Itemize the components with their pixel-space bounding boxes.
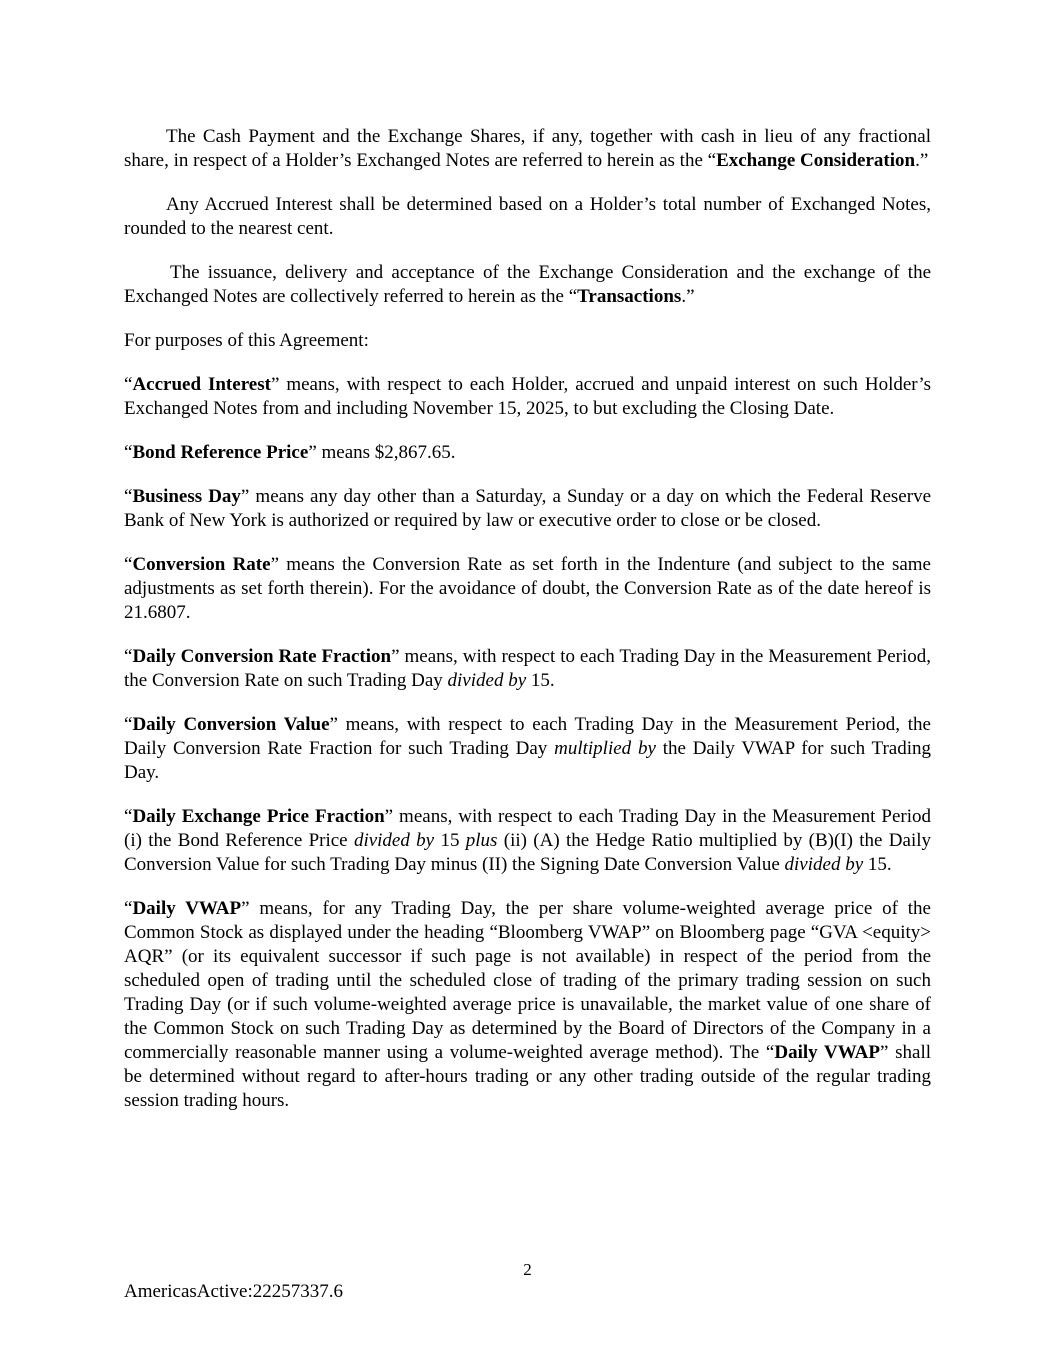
- emphasis-text: divided by: [447, 670, 527, 691]
- text-run: “: [124, 898, 133, 919]
- page-number: 2: [523, 1260, 532, 1279]
- text-run: 15.: [863, 854, 892, 875]
- text-run: The Cash Payment and the Exchange Shares, if any, together with cash in lieu of any fractional share, in respect of a Holder’s Exchanged Notes are referred to herein as the “: [124, 126, 931, 171]
- defined-term: Transactions: [577, 286, 682, 307]
- text-run: “: [124, 486, 133, 507]
- definition-daily-conversion-value: [124, 713, 931, 785]
- emphasis-text: plus: [465, 830, 498, 851]
- text-run: .”: [915, 150, 929, 171]
- defined-term: Exchange Consideration: [716, 150, 916, 171]
- text-run: (ii) (A) the Hedge Ratio multiplied by (B)(I) the Daily Conversion Value for such Trading Day minus (II) the Signing Date Conversion Value: [124, 830, 932, 875]
- definition-conversion-rate: [124, 553, 931, 625]
- definition-daily-conversion-rate-fraction: [124, 645, 931, 693]
- text-run: ” means any day other than a Saturday, a Sunday or a day on which the Federal Reserve Bank of New York is authorized or required by law or executive order to close or be closed.: [124, 486, 931, 531]
- defined-term: Accrued Interest: [132, 374, 271, 395]
- defined-term: Business Day: [132, 486, 241, 507]
- text-run: 15.: [526, 670, 555, 691]
- emphasis-text: divided by: [353, 830, 435, 851]
- definition-daily-vwap: [124, 897, 931, 1113]
- definition-accrued-interest: [124, 373, 931, 421]
- text-run: “: [124, 554, 133, 575]
- accrued-interest-note-paragraph: [124, 193, 931, 241]
- text-run: .”: [681, 286, 695, 307]
- text-run: the Daily VWAP for such Trading Day.: [124, 738, 931, 783]
- emphasis-text: multiplied by: [554, 738, 656, 759]
- defined-term: Daily Conversion Value: [132, 714, 330, 735]
- document-body: [124, 125, 931, 1133]
- definition-business-day: [124, 485, 931, 533]
- defined-term: Bond Reference Price: [132, 442, 309, 463]
- defined-term: Conversion Rate: [132, 554, 271, 575]
- text-run: “: [124, 646, 133, 667]
- text-run: ” means $2,867.65.: [308, 442, 456, 463]
- text-run: “: [124, 806, 133, 827]
- text-run: ” shall be determined without regard to after-hours trading or any other trading outside of the regular trading session trading hours.: [124, 1042, 931, 1111]
- document-footer-id: AmericasActive:22257337.6: [124, 1281, 343, 1302]
- text-run: ” means, for any Trading Day, the per share volume-weighted average price of the Common Stock as displayed under the heading “Bloomberg VWAP” on Bloomberg page “GVA <equity> AQR” (or its equivalent successor if such page is not available) in respect of the period from the scheduled open of trading until the scheduled close of trading of the primary trading session on such Trading Day (or if such volume-weighted average price is unavailable, the market value of one share of the Common Stock on such Trading Day as determined by the Board of Directors of the Company in a commercially reasonable manner using a volume-weighted average method). The “: [124, 898, 931, 1063]
- definition-bond-reference-price: [124, 441, 931, 465]
- purposes-intro-paragraph: [124, 329, 931, 353]
- text-run: ” means, with respect to each Trading Day in the Measurement Period, the Conversion Rate on such Trading Day: [124, 646, 931, 691]
- defined-term: Daily Conversion Rate Fraction: [132, 646, 392, 667]
- text-run: ” means, with respect to each Holder, accrued and unpaid interest on such Holder’s Exchanged Notes from and including November 15, 2025, to but excluding the Closing Date.: [124, 374, 931, 419]
- text-run: 15: [434, 830, 466, 851]
- text-run: ” means, with respect to each Trading Day in the Measurement Period (i) the Bond Reference Price: [124, 806, 932, 851]
- text-run: “: [124, 374, 133, 395]
- text-run: Any Accrued Interest shall be determined based on a Holder’s total number of Exchanged Notes, rounded to the nearest cent.: [124, 194, 931, 239]
- defined-term: Daily VWAP: [132, 898, 242, 919]
- text-run: The issuance, delivery and acceptance of the Exchange Consideration and the exchange of the Exchanged Notes are collectively referred to herein as the “: [124, 262, 931, 307]
- defined-term: Daily Exchange Price Fraction: [132, 806, 385, 827]
- exchange-consideration-paragraph: [124, 125, 931, 173]
- text-run: ” means the Conversion Rate as set forth in the Indenture (and subject to the same adjustments as set forth therein). For the avoidance of doubt, the Conversion Rate as of the date hereof is 21.6807.: [124, 554, 931, 623]
- defined-term: Daily VWAP: [774, 1042, 880, 1063]
- definition-daily-exchange-price-fraction: [124, 805, 931, 877]
- text-run: ” means, with respect to each Trading Day in the Measurement Period, the Daily Conversion Rate Fraction for such Trading Day: [124, 714, 931, 759]
- emphasis-text: divided by: [784, 854, 864, 875]
- transactions-paragraph: [124, 261, 931, 309]
- text-run: “: [124, 442, 133, 463]
- text-run: For purposes of this Agreement:: [124, 330, 369, 351]
- text-run: “: [124, 714, 133, 735]
